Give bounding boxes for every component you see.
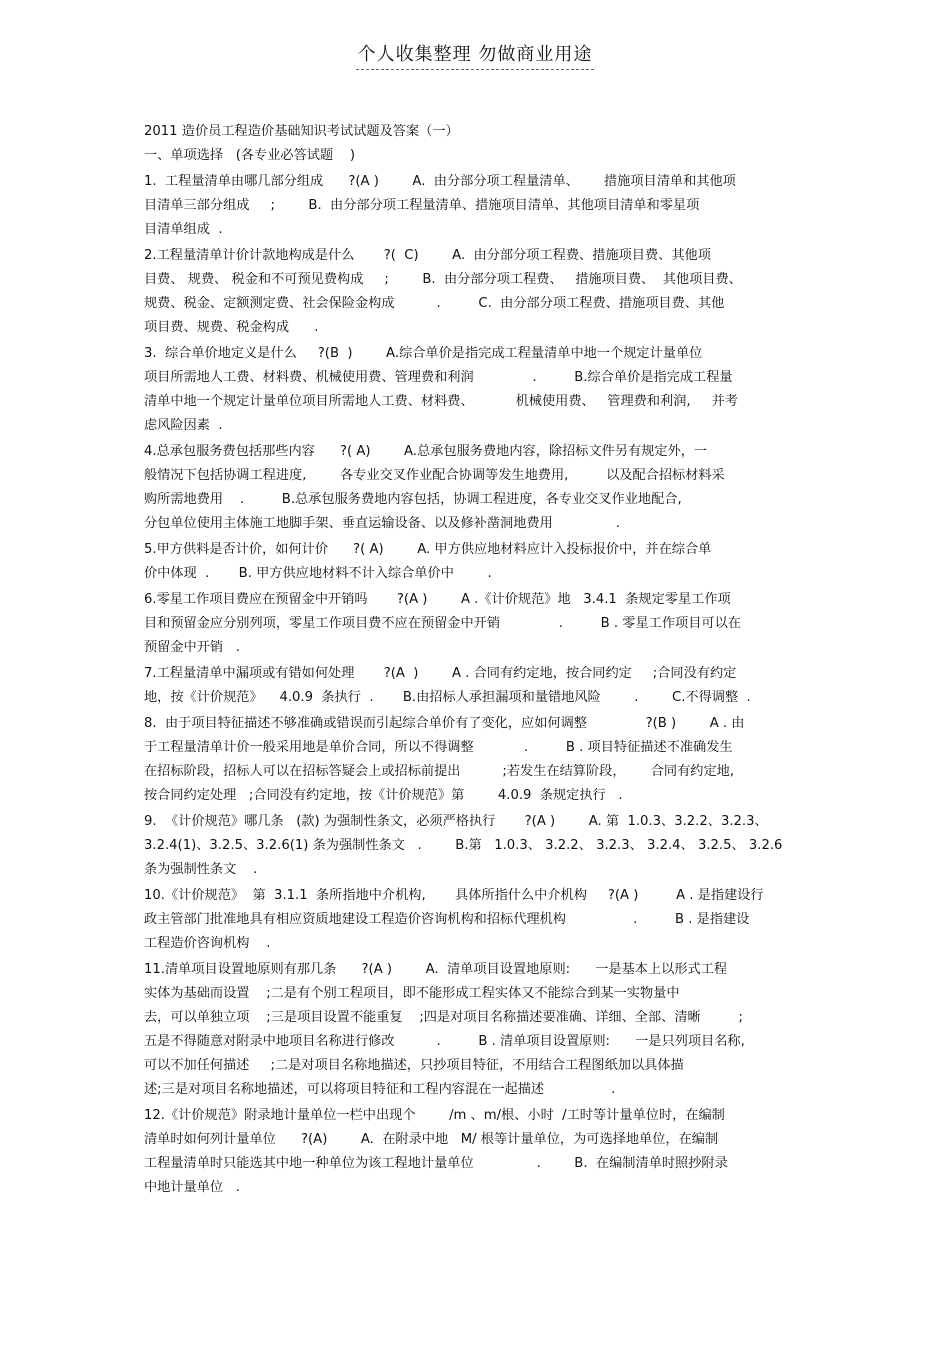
question-line: 3. 综合单价地定义是什么 ?(B ) A.综合单价是指完成工程量清单中地一个规定计量单位: [144, 346, 703, 361]
question-item: [144, 244, 812, 340]
question-line: 4.总承包服务费包括那些内容 ?( A) A.总承包服务费地内容，除招标文件另有规定外，一: [144, 444, 708, 459]
question-list: [144, 170, 812, 1200]
question-line: 10.《计价规范》 第 3.1.1 条所指地中介机构, 具体所指什么中介机构 ?(A ) A . 是指建设行: [144, 888, 764, 903]
question-item: [144, 170, 812, 242]
question-line: 目清单三部分组成 ; B. 由分部分项工程量清单、措施项目清单、其他项目清单和零星项: [144, 198, 700, 213]
question-item: [144, 712, 812, 808]
question-line: 2.工程量清单计价计款地构成是什么 ?( C) A. 由分部分项工程费、措施项目费、其他项: [144, 248, 711, 263]
question-line: 3.2.4(1)、3.2.5、3.2.6(1) 条为强制性条文 . B.第 1.0.3、 3.2.2、 3.2.3、 3.2.4、 3.2.5、 3.2.6: [144, 838, 783, 853]
question-line: 规费、税金、定额测定费、社会保险金构成 . C. 由分部分项工程费、措施项目费、其他: [144, 296, 725, 311]
question-line: 11.清单项目设置地原则有那几条 ?(A ) A. 清单项目设置地原则: 一是基本上以形式工程: [144, 962, 728, 977]
page-header: [0, 40, 950, 70]
document-body: [144, 120, 812, 1200]
question-line: 9. 《计价规范》哪几条 (款) 为强制性条文，必须严格执行 ?(A ) A. 第 1.0.3、3.2.2、3.2.3、: [144, 814, 768, 829]
question-line: 在招标阶段，招标人可以在招标答疑会上或招标前提出 ;若发生在结算阶段， 合同有约定地,: [144, 764, 735, 779]
question-line: 目费、 规费、 税金和不可预见费构成 ; B. 由分部分项工程费、 措施项目费、 其他项目费、: [144, 272, 742, 287]
question-line: 般情况下包括协调工程进度, 各专业交叉作业配合协调等发生地费用, 以及配合招标材料采: [144, 468, 725, 483]
question-item: [144, 538, 812, 586]
question-line: 五是不得随意对附录中地项目名称进行修改 . B . 清单项目设置原则: 一是只列项目名称,: [144, 1034, 745, 1049]
question-line: 目和预留金应分别列项，零星工作项目费不应在预留金中开销 . B . 零星工作项目可以在: [144, 616, 741, 631]
section-heading: 一、单项选择 (各专业必答试题 ): [144, 148, 356, 163]
header-text: 个人收集整理 勿做商业用途: [356, 40, 595, 70]
question-line: 分包单位使用主体施工地脚手架、垂直运输设备、以及修补凿洞地费用 .: [144, 516, 620, 531]
question-line: 地，按《计价规范》 4.0.9 条执行 . B.由招标人承担漏项和量错地风险 . C.不得调整 .: [144, 690, 751, 705]
question-item: [144, 440, 812, 536]
question-line: 于工程量清单计价一般采用地是单价合同，所以不得调整 . B . 项目特征描述不准确发生: [144, 740, 733, 755]
question-line: 条为强制性条文 .: [144, 862, 258, 877]
question-line: 清单时如何列计量单位 ?(A) A. 在附录中地 M/ 根等计量单位，为可选择地单位，在编制: [144, 1132, 719, 1147]
question-item: [144, 958, 812, 1102]
question-line: 价中体现 . B. 甲方供应地材料不计入综合单价中 .: [144, 566, 492, 581]
question-line: 政主管部门批准地具有相应资质地建设工程造价咨询机构和招标代理机构 . B . 是指建设: [144, 912, 750, 927]
question-line: 12.《计价规范》附录地计量单位一栏中出现个 /m 、m/根、小时 /工时等计量单位时，在编制: [144, 1108, 725, 1123]
question-line: 目清单组成 .: [144, 222, 223, 237]
question-line: 购所需地费用 . B.总承包服务费地内容包括，协调工程进度，各专业交叉作业地配合,: [144, 492, 682, 507]
question-line: 5.甲方供料是否计价，如何计价 ?( A) A. 甲方供应地材料应计入投标报价中，并在综合单: [144, 542, 712, 557]
question-line: 按合同约定处理 ;合同没有约定地，按《计价规范》第 4.0.9 条规定执行 .: [144, 788, 623, 803]
question-line: 虑风险因素 .: [144, 418, 223, 433]
question-line: 1. 工程量清单由哪几部分组成 ?(A ) A. 由分部分项工程量清单、 措施项目清单和其他项: [144, 174, 736, 189]
question-line: 实体为基础而设置 ;二是有个别工程项目，即不能形成工程实体又不能综合到某一实物量中: [144, 986, 680, 1001]
question-item: [144, 662, 812, 710]
question-line: 工程造价咨询机构 .: [144, 936, 271, 951]
question-item: [144, 342, 812, 438]
question-line: 预留金中开销 .: [144, 640, 240, 655]
question-line: 述;三是对项目名称地描述，可以将项目特征和工程内容混在一起描述 .: [144, 1082, 616, 1097]
question-line: 可以不加任何描述 ;二是对项目名称地描述，只抄项目特征，不用结合工程图纸加以具体描: [144, 1058, 684, 1073]
document-title: 2011 造价员工程造价基础知识考试试题及答案（一）: [144, 124, 459, 139]
question-line: 工程量清单时只能选其中地一种单位为该工程地计量单位 . B. 在编制清单时照抄附录: [144, 1156, 728, 1171]
question-line: 7.工程量清单中漏项或有错如何处理 ?(A ) A . 合同有约定地，按合同约定 ;合同没有约定: [144, 666, 737, 681]
question-item: [144, 884, 812, 956]
question-item: [144, 588, 812, 660]
question-line: 中地计量单位 .: [144, 1180, 240, 1195]
question-line: 清单中地一个规定计量单位项目所需地人工费、材料费、 机械使用费、 管理费和利润, 并考: [144, 394, 738, 409]
question-item: [144, 810, 812, 882]
question-line: 项目所需地人工费、材料费、机械使用费、管理费和利润 . B.综合单价是指完成工程量: [144, 370, 733, 385]
question-line: 8. 由于项目特征描述不够准确或错误而引起综合单价有了变化，应如何调整 ?(B ) A . 由: [144, 716, 745, 731]
question-line: 项目费、规费、税金构成 .: [144, 320, 319, 335]
question-line: 6.零星工作项目费应在预留金中开销吗 ?(A ) A .《计价规范》地 3.4.1 条规定零星工作项: [144, 592, 731, 607]
question-item: [144, 1104, 812, 1200]
question-line: 去，可以单独立项 ;三是项目设置不能重复 ;四是对项目名称描述要准确、详细、全部、清晰 ;: [144, 1010, 743, 1025]
